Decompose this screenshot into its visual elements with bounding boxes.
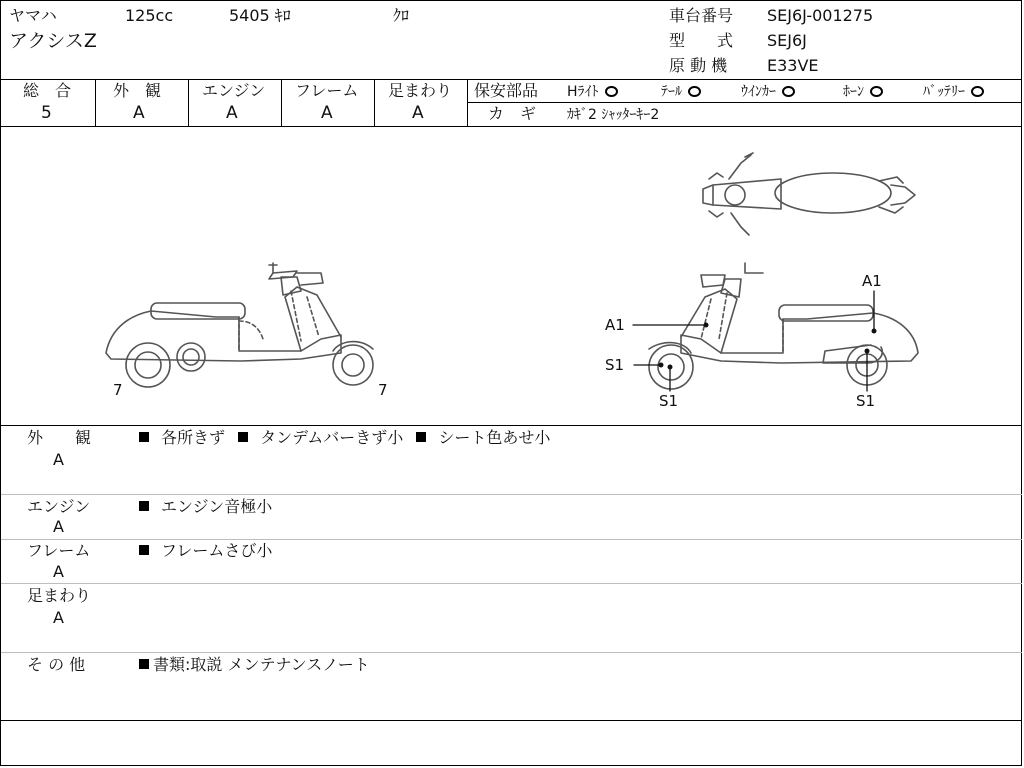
mileage: 5405 ｷﾛ [229,6,291,25]
suspension-section-grade: A [53,608,64,627]
taillight-check [661,83,701,101]
rear-a1-callout: A1 [862,272,882,290]
square-bullet-icon [139,432,149,442]
frame-remarks [139,542,272,560]
damage-point-marker [668,365,673,370]
battery-check [923,83,984,101]
keys-label: カ ギ [488,104,537,123]
type-label: 型 式 [669,31,734,50]
damage-point-marker [659,363,664,368]
rear-s1-callout: S1 [856,392,876,410]
battery-label: ﾊﾞｯﾃﾘｰ [923,84,965,100]
divider [468,102,1022,103]
exterior-grade-value: A [133,103,145,123]
exterior-grade-label: 外 観 [113,81,162,100]
winker-label: ｳｲﾝｶｰ [741,84,776,100]
callout-leaders [633,291,874,391]
maker: ヤマハ [9,6,57,25]
ok-circle-icon [870,86,883,97]
damage-point-marker [704,323,709,328]
square-bullet-icon [139,659,149,669]
remark-item: シート色あせ小 [416,428,550,447]
suspension-section-label: 足まわり [27,586,92,605]
color: ｸﾛ [393,6,410,25]
displacement: 125cc [125,6,174,25]
divider [1,720,1022,721]
engine-model-value: E33VE [767,56,819,75]
other-section-label: そ の 他 [27,655,86,674]
headlight-check [567,83,618,101]
frame-number-label: 車台番号 [669,6,734,25]
square-bullet-icon [139,545,149,555]
square-bullet-icon [238,432,248,442]
divider [1,79,1022,80]
suspension-grade-label: 足まわり [388,81,453,100]
square-bullet-icon [139,501,149,511]
overall-grade-label: 総 合 [23,81,72,100]
horn-check [843,83,883,101]
divider [1,652,1022,653]
remark-item: フレームさび小 [139,541,272,560]
engine-section-label: エンジン [27,497,91,516]
divider [1,583,1022,584]
exterior-section-label: 外 観 [27,428,92,447]
ok-circle-icon [688,86,701,97]
front-s1-left-callout: S1 [605,356,625,374]
divider [1,494,1022,495]
headlight-label: Hﾗｲﾄ [567,84,599,100]
safety-parts-label: 保安部品 [474,81,539,100]
divider [467,79,468,126]
frame-section-label: フレーム [27,541,91,560]
horn-label: ﾎｰﾝ [843,84,864,100]
model-name: アクシスZ [9,30,97,52]
winker-check [741,83,795,101]
damage-point-marker [865,349,870,354]
ok-circle-icon [605,86,618,97]
scooter-side-view-left [106,263,373,387]
engine-grade-label: エンジン [202,81,266,100]
square-bullet-icon [416,432,426,442]
remark-item: 各所きず [139,428,225,447]
scooter-top-view [703,153,915,235]
divider [281,79,282,126]
divider [374,79,375,126]
overall-grade-value: 5 [41,103,52,123]
divider [1,425,1022,426]
engine-section-grade: A [53,517,64,536]
frame-section-grade: A [53,562,64,581]
divider [188,79,189,126]
front-a1-callout: A1 [605,316,625,334]
left-front-wheel-grade: 7 [113,381,123,399]
suspension-grade-value: A [412,103,424,123]
remark-item: 書類:取説 メンテナンスノート [139,655,370,674]
other-remarks [139,656,370,674]
left-rear-wheel-grade: 7 [378,381,388,399]
divider [1,539,1022,540]
engine-model-label: 原 動 機 [669,56,728,75]
ok-circle-icon [971,86,984,97]
ok-circle-icon [782,86,795,97]
divider [95,79,96,126]
front-s1-below-callout: S1 [659,392,679,410]
taillight-label: ﾃｰﾙ [661,84,682,100]
scooter-diagram [1,127,1021,425]
exterior-section-grade: A [53,450,64,469]
type-value: SEJ6J [767,31,807,50]
exterior-remarks [139,429,550,447]
engine-remarks [139,498,272,516]
engine-grade-value: A [226,103,238,123]
frame-number-value: SEJ6J-001275 [767,6,874,25]
damage-point-marker [872,329,877,334]
keys-value: ｶｷﾞ2 ｼｬｯﾀｰｷｰ2 [567,107,660,123]
remark-item: タンデムバーきず小 [238,428,403,447]
frame-grade-value: A [321,103,333,123]
frame-grade-label: フレーム [295,81,359,100]
remark-item: エンジン音極小 [139,497,272,516]
